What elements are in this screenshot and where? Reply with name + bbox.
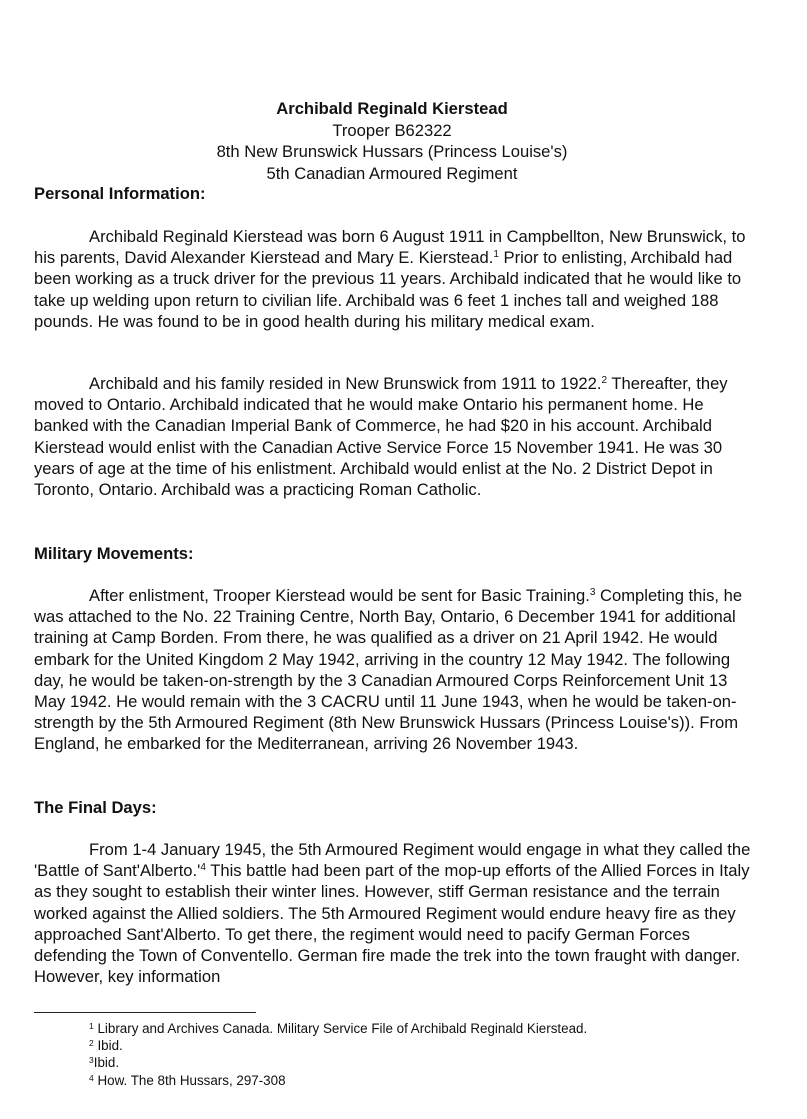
footnote-text: How. The 8th Hussars, 297-308: [93, 1072, 286, 1088]
soldier-name: Archibald Reginald Kierstead: [276, 99, 508, 118]
footnote-separator: [34, 1012, 256, 1013]
paragraph-text: Thereafter, they moved to Ontario. Archibald indicated that he would make Ontario his permanent home. He banked with the Canadian Imperial Bank of Commerce, he had $20 in his account. Archibald Kierstead would enlist with the Canadian Active Service Force 15 November 1941. He was 30 years of age at the time of his enlistment. Archibald would enlist at the No. 2 District Depot in Toronto, Ontario. Archibald was a practicing Roman Catholic.: [34, 374, 728, 500]
document-header: [0, 98, 784, 184]
paragraph-personal-2: [34, 373, 762, 500]
paragraph-text: Prior to enlisting, Archibald had been working as a truck driver for the previous 11 years. Archibald indicated that he would like to take up welding upon return to civilian life. Archibald was 6 feet 1 inches tall and weighed 188 pounds. He was found to be in good health during his military medical exam.: [34, 248, 742, 331]
footnote: [89, 1072, 587, 1089]
footnote: [89, 1037, 587, 1054]
footnote-number: 4: [89, 1072, 94, 1083]
footnote-ref: 3: [589, 587, 596, 598]
paragraph-text: Archibald and his family resided in New Brunswick from 1911 to 1922.: [89, 374, 602, 393]
footnotes: [89, 1020, 587, 1089]
paragraph-text: From 1-4 January 1945, the 5th Armoured Regiment would engage in what they called the 'Battle of Sant'Alberto.': [34, 840, 751, 881]
footnote-ref: 1: [493, 249, 499, 261]
footnote-number: 1: [89, 1021, 94, 1031]
footnote-number: 3: [89, 1055, 94, 1066]
footnote-ref: 2: [601, 375, 608, 386]
paragraph-text: Archibald Reginald Kierstead was born 6 August 1911 in Campbellton, New Brunswick, to his parents, David Alexander Kierstead and Mary E. Kierstead.: [34, 227, 746, 268]
paragraph-personal-1: [34, 226, 762, 332]
section-heading-final: The Final Days:: [34, 798, 157, 817]
footnote-number: 2: [89, 1038, 94, 1049]
paragraph-text: This battle had been part of the mop-up efforts of the Allied Forces in Italy as they sought to establish their winter lines. However, stiff German resistance and the terrain worked against the Allied soldiers. The 5th Armoured Regiment would endure heavy fire as they approached Sant'Alberto. To get there, the regiment would need to pacify German Forces defending the Town of Conventello. German fire made the trek into the town fraught with danger. However, key information: [34, 861, 750, 987]
section-heading-personal: Personal Information:: [34, 184, 206, 203]
footnote: [89, 1020, 587, 1037]
footnote-text: Library and Archives Canada. Military Service File of Archibald Reginald Kierstead.: [93, 1021, 588, 1036]
paragraph-text: Completing this, he was attached to the No. 22 Training Centre, North Bay, Ontario, 6 December 1941 for additional training at Camp Borden. From there, he was qualified as a driver on 21 April 1942. He would embark for the United Kingdom 2 May 1942, arriving in the country 12 May 1942. The following day, he would be taken-on-strength by the 3 Canadian Armoured Corps Reinforcement Unit 13 May 1942. He would remain with the 3 CACRU until 11 June 1943, when he would be taken-on-strength by the 5th Armoured Regiment (8th New Brunswick Hussars (Princess Louise's)). From England, he embarked for the Mediterranean, arriving 26 November 1943.: [34, 586, 743, 754]
paragraph-text: After enlistment, Trooper Kierstead would be sent for Basic Training.: [89, 586, 590, 605]
footnote-text: Ibid.: [93, 1038, 123, 1054]
footnote-ref: 4: [200, 862, 206, 874]
section-heading-military: Military Movements:: [34, 544, 194, 563]
rank-and-number: Trooper B62322: [332, 120, 452, 140]
footnote: [89, 1054, 587, 1071]
footnote-text: Ibid.: [93, 1055, 120, 1071]
regiment-name: 5th Canadian Armoured Regiment: [266, 163, 518, 183]
paragraph-final-1: [34, 839, 762, 987]
paragraph-military-1: [34, 585, 762, 755]
unit-name: 8th New Brunswick Hussars (Princess Louise's): [216, 142, 568, 161]
